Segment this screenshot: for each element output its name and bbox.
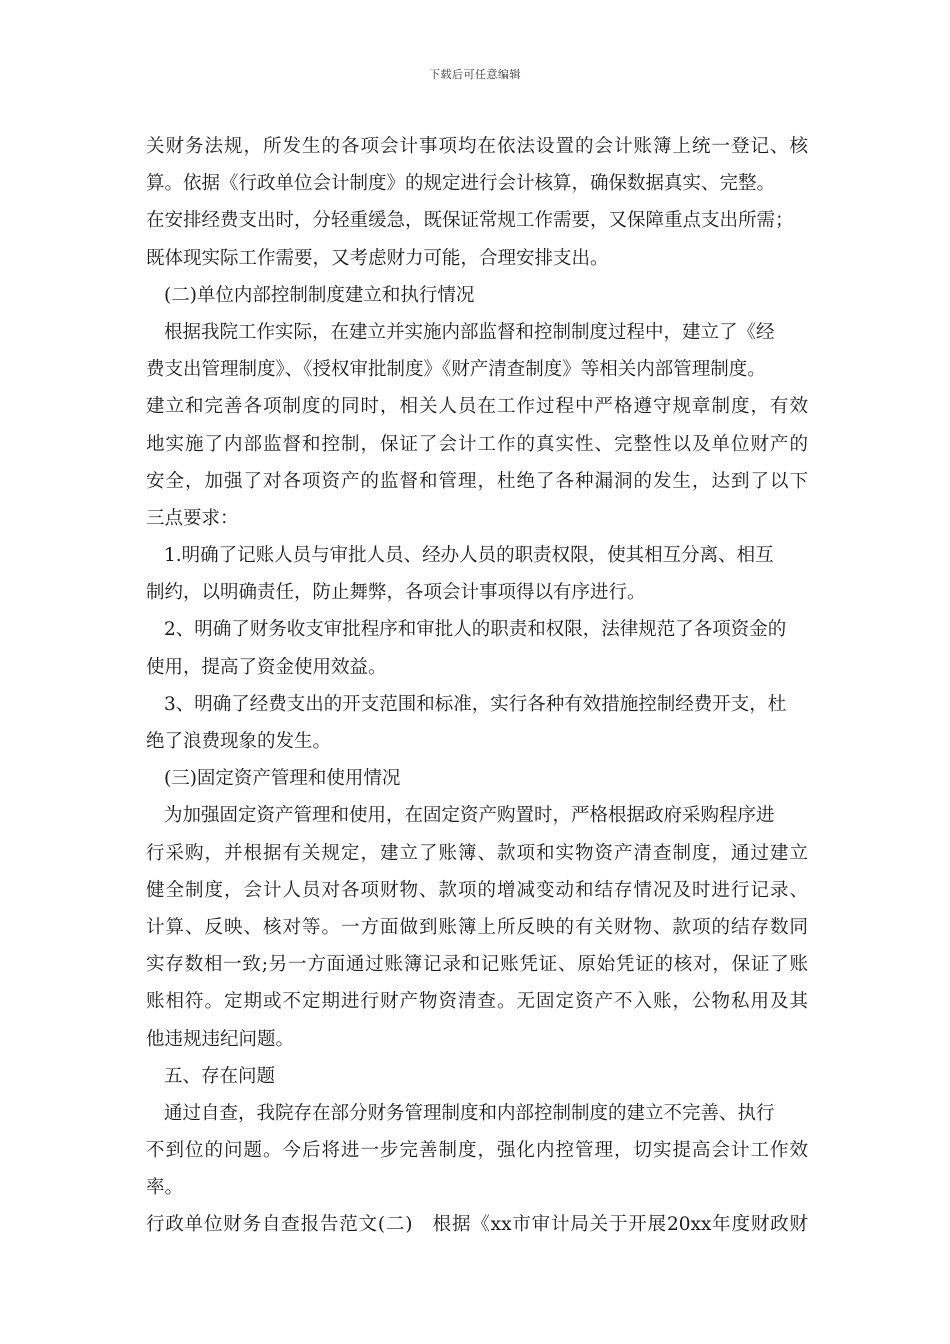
- text-line: 1.明确了记账人员与审批人员、经办人员的职责权限，使其相互分离、相互: [164, 545, 774, 567]
- text-line: 3、明确了经费支出的开支范围和标准，实行各种有效措施控制经费开支，杜: [164, 693, 787, 715]
- text-line: 费支出管理制度》、《授权审批制度》《财产清查制度》等相关内部管理制度。: [146, 359, 766, 381]
- text-line: 率。: [146, 1177, 184, 1199]
- text-line: 既体现实际工作需要，又考虑财力可能，合理安排支出。: [146, 247, 609, 269]
- text-line: 建立和完善各项制度的同时，相关人员在工作过程中严格遵守规章制度，有效: [146, 396, 808, 418]
- text-line: 健全制度，会计人员对各项财物、款项的增减变动和结存情况及时进行记录、: [146, 879, 808, 901]
- text-line: 根据我院工作实际，在建立并实施内部监督和控制制度过程中，建立了《经: [164, 321, 775, 343]
- text-line: 算。依据《行政单位会计制度》的规定进行会计核算，确保数据真实、完整。: [146, 173, 776, 195]
- text-line: 使用，提高了资金使用效益。: [146, 656, 387, 678]
- text-line: 通过自查，我院存在部分财务管理制度和内部控制制度的建立不完善、执行: [164, 1102, 775, 1124]
- text-line: (二)单位内部控制制度建立和执行情况: [164, 284, 475, 306]
- page-header: 下载后可任意编辑: [429, 68, 521, 81]
- text-line: 关财务法规，所发生的各项会计事项均在依法设置的会计账簿上统一登记、核: [146, 136, 808, 157]
- text-line: 不到位的问题。今后将进一步完善制度，强化内控管理，切实提高会计工作效: [146, 1140, 808, 1162]
- text-line: 他违规违纪问题。: [146, 1028, 295, 1050]
- text-line: 在安排经费支出时，分轻重缓急，既保证常规工作需要，又保障重点支出所需；: [146, 210, 794, 232]
- text-line: 行政单位财务自查报告范文(二) 根据《xx市审计局关于开展20xx年度财政财: [146, 1214, 808, 1236]
- document-body: [146, 128, 808, 1244]
- text-line: 三点要求：: [146, 507, 239, 529]
- text-line: 2、明确了财务收支审批程序和审批人的职责和权限，法律规范了各项资金的: [164, 619, 787, 641]
- text-line: 安全，加强了对各项资产的监督和管理，杜绝了各种漏洞的发生，达到了以下: [146, 470, 808, 492]
- text-line: (三)固定资产管理和使用情况: [164, 768, 401, 790]
- text-line: 实存数相一致;另一方面通过账簿记录和记账凭证、原始凭证的核对，保证了账: [146, 954, 808, 976]
- text-line: 制约，以明确责任，防止舞弊，各项会计事项得以有序进行。: [146, 582, 646, 604]
- text-line: 计算、反映、核对等。一方面做到账簿上所反映的有关财物、款项的结存数同: [146, 916, 808, 938]
- text-line: 为加强固定资产管理和使用，在固定资产购置时，严格根据政府采购程序进: [164, 805, 775, 827]
- text-line: 绝了浪费现象的发生。: [146, 731, 332, 752]
- text-line: 五、存在问题: [164, 1065, 276, 1087]
- text-line: 行采购，并根据有关规定，建立了账簿、款项和实物资产清查制度，通过建立: [146, 842, 808, 864]
- text-line: 账相符。定期或不定期进行财产物资清查。无固定资产不入账，公物私用及其: [146, 991, 808, 1013]
- text-line: 地实施了内部监督和控制，保证了会计工作的真实性、完整性以及单位财产的: [146, 433, 808, 455]
